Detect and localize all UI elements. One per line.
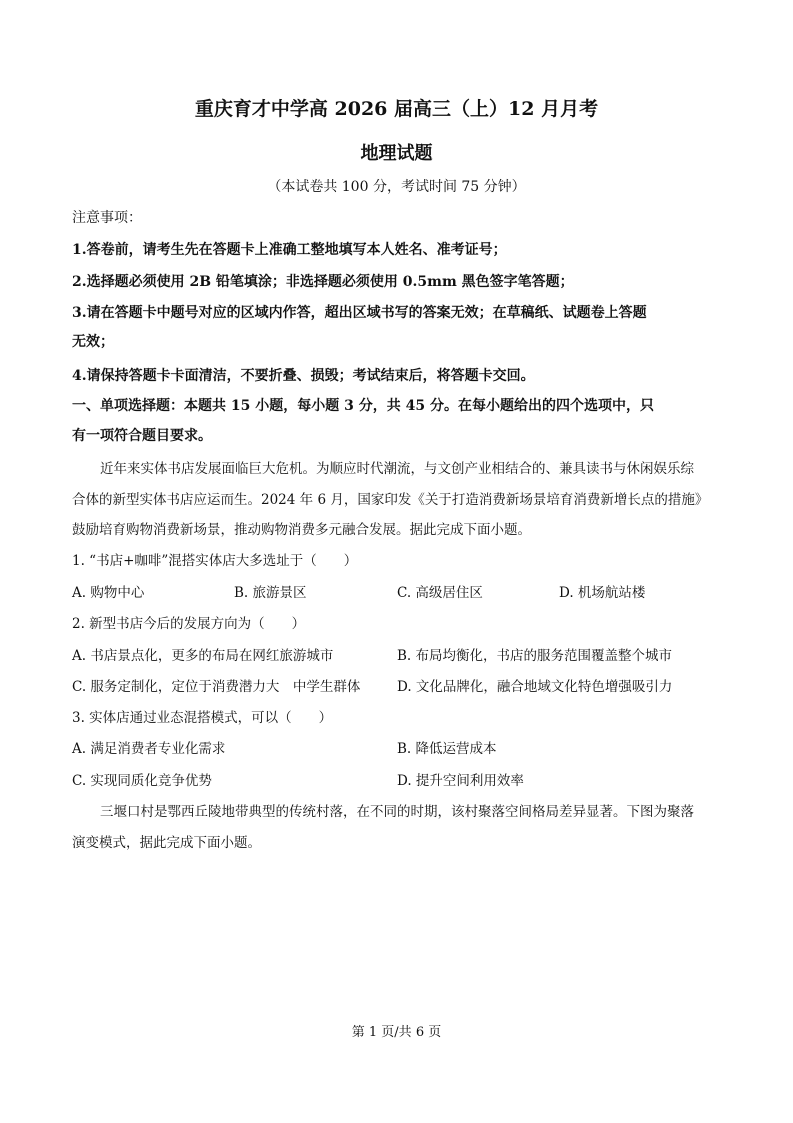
subject-title: 地理试题 — [360, 143, 433, 164]
question-2-stem: 2. 新型书店今后的发展方向为（ ） — [72, 616, 306, 632]
passage-1-line-2: 合体的新型实体书店应运而生。2024 年 6 月，国家印发《关于打造消费新场景培育消费新增长点的措施》 — [72, 492, 709, 508]
question-2-option-d: D. 文化品牌化，融合地域文化特色增强吸引力 — [397, 679, 673, 695]
question-1-stem: 1. “书店+咖啡”混搭实体店大多选址于（ ） — [72, 553, 358, 569]
notice-item-3-continued: 无效； — [72, 334, 114, 350]
question-1-option-b: B. 旅游景区 — [234, 585, 307, 601]
passage-2-line-1: 三堰口村是鄂西丘陵地带典型的传统村落，在不同的时期，该村聚落空间格局差异显著。下图为聚落 — [100, 804, 694, 820]
question-1-option-d: D. 机场航站楼 — [559, 585, 646, 601]
question-3-option-b: B. 降低运营成本 — [397, 741, 497, 757]
notice-item-2: 2.选择题必须使用 2B 铅笔填涂；非选择题必须使用 0.5mm 黑色签字笔答题； — [72, 274, 574, 290]
notice-heading: 注意事项： — [72, 210, 142, 226]
section-heading: 一、单项选择题：本题共 15 小题，每小题 3 分，共 45 分。在每小题给出的四个选项中，只 — [72, 398, 654, 414]
question-3-option-c: C. 实现同质化竞争优势 — [72, 773, 212, 789]
section-heading-continued: 有一项符合题目要求。 — [72, 428, 212, 444]
question-2-option-b: B. 布局均衡化，书店的服务范围覆盖整个城市 — [397, 648, 673, 664]
question-3-stem: 3. 实体店通过业态混搭模式，可以（ ） — [72, 710, 333, 726]
question-2-option-a: A. 书店景点化，更多的布局在网红旅游城市 — [72, 648, 334, 664]
passage-2-line-2: 演变模式，据此完成下面小题。 — [72, 835, 261, 851]
question-1-option-a: A. 购物中心 — [72, 585, 145, 601]
page-number: 第 1 页/共 6 页 — [351, 1025, 442, 1040]
notice-item-3: 3.请在答题卡中题号对应的区域内作答，超出区域书写的答案无效；在草稿纸、试题卷上答题 — [72, 305, 647, 321]
question-3-option-d: D. 提升空间利用效率 — [397, 773, 524, 789]
exam-title: 重庆育才中学高 2026 届高三（上）12 月月考 — [194, 98, 599, 120]
notice-item-1: 1.答卷前，请考生先在答题卡上准确工整地填写本人姓名、准考证号； — [72, 242, 507, 258]
question-1-option-c: C. 高级居住区 — [397, 585, 483, 601]
exam-info: （本试卷共 100 分，考试时间 75 分钟） — [267, 179, 526, 195]
passage-1-line-1: 近年来实体书店发展面临巨大危机。为顺应时代潮流，与文创产业相结合的、兼具读书与休闲娱乐综 — [100, 461, 694, 477]
passage-1-line-3: 鼓励培育购物消费新场景，推动购物消费多元融合发展。据此完成下面小题。 — [72, 522, 531, 538]
notice-item-4: 4.请保持答题卡卡面清洁，不要折叠、损毁；考试结束后，将答题卡交回。 — [72, 368, 535, 384]
question-2-option-c: C. 服务定制化，定位于消费潜力大 中学生群体 — [72, 679, 361, 695]
question-3-option-a: A. 满足消费者专业化需求 — [72, 741, 226, 757]
